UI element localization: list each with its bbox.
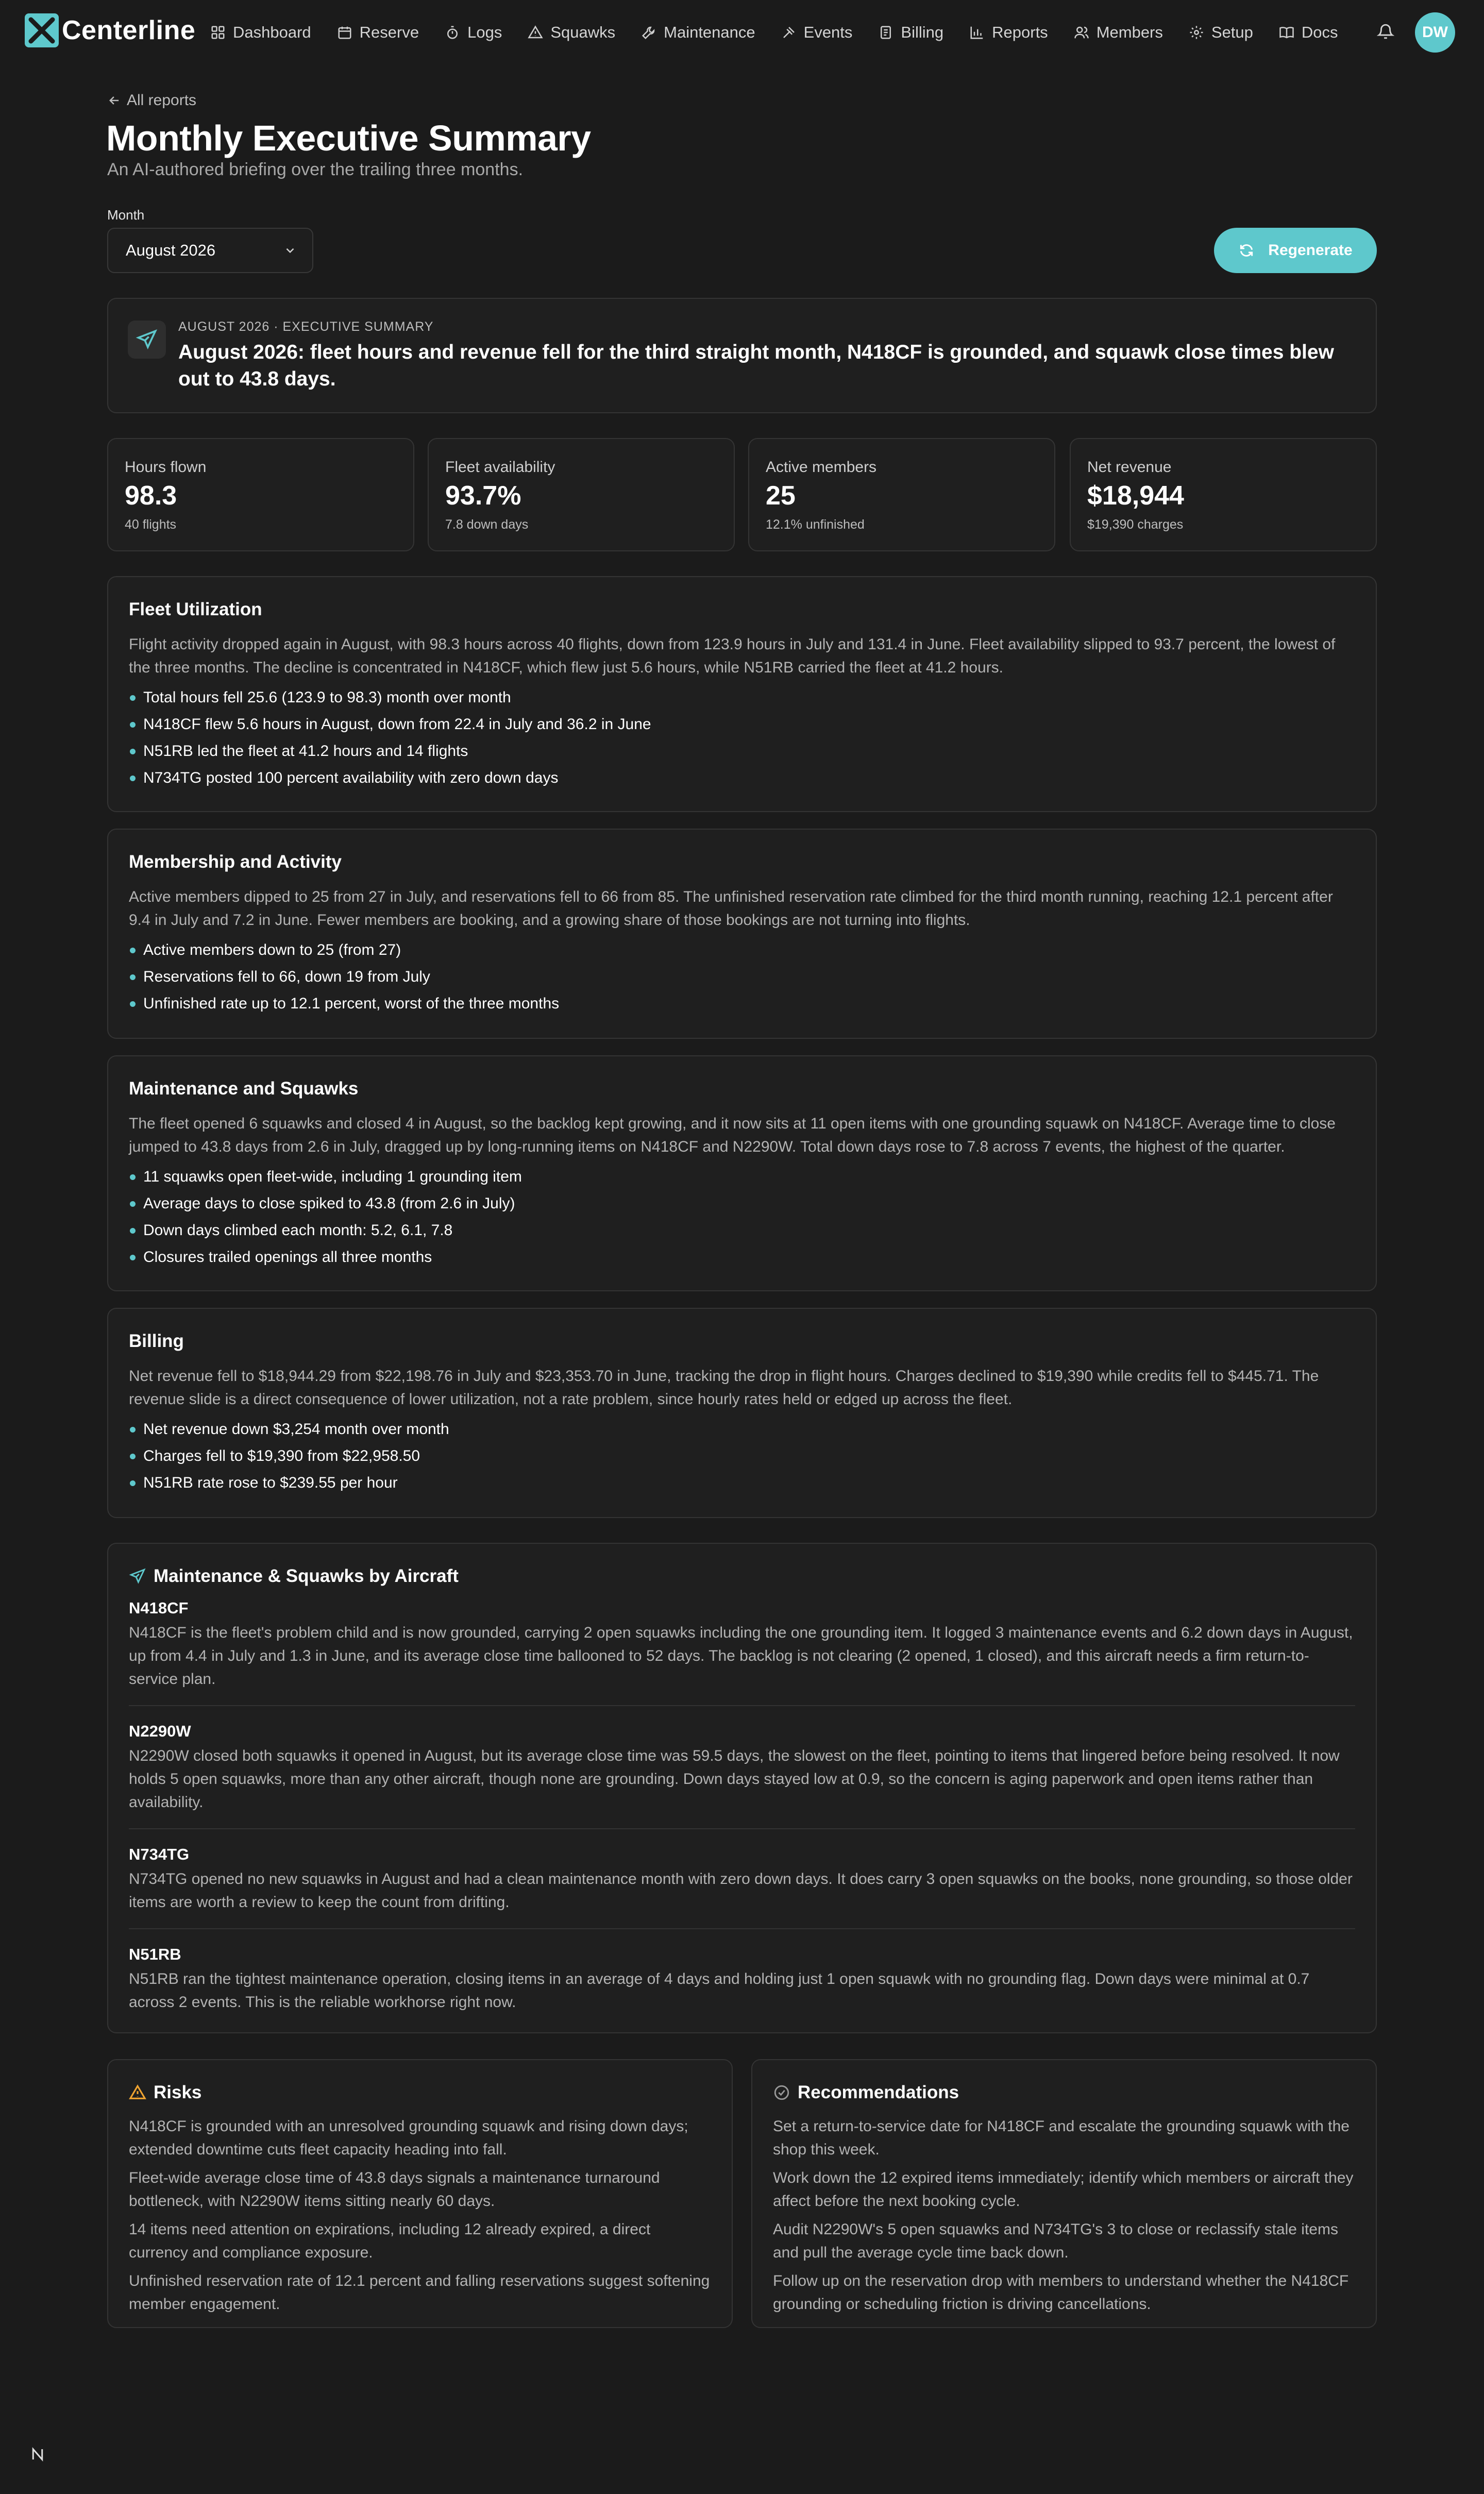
refresh-icon: [1238, 242, 1255, 259]
risks-title: [129, 2081, 711, 2104]
nav-item-setup[interactable]: [1189, 23, 1253, 42]
nav-item-label: Billing: [901, 23, 944, 41]
nav-item-logs[interactable]: [445, 23, 502, 42]
kpi-card-active-members: [748, 438, 1055, 551]
section-fleet-utilization: [107, 576, 1377, 812]
section-bullets: [129, 684, 1355, 791]
bullet-item: Net revenue down $3,254 month over month: [129, 1416, 1355, 1443]
kpi-label: Active members: [766, 459, 877, 476]
kpi-value: $18,944: [1087, 481, 1184, 511]
aircraft-tail-number: N2290W: [129, 1722, 191, 1740]
month-label: Month: [107, 207, 145, 223]
kpi-sub: 7.8 down days: [445, 517, 529, 532]
section-title: Maintenance and Squawks: [129, 1079, 359, 1099]
section-aircraft-breakdown: [107, 1543, 1377, 2033]
section-bullets: [129, 937, 1355, 1017]
recommendation-item: Audit N2290W's 5 open squawks and N734TG's 3 to close or reclassify stale items and pull the average cycle time back down.: [773, 2221, 1338, 2261]
nav-item-label: Setup: [1211, 23, 1253, 41]
nav-item-members[interactable]: [1074, 23, 1163, 42]
section-body: Flight activity dropped again in August, with 98.3 hours across 40 flights, down from 123.9 hours in July and 131.4 in June. Fleet availability slipped to 93.7 percent, the lowest of the three months. The decline is concentrated in N418CF, which flew just 5.6 hours, while N51RB carried the fleet at 41.2 hours.: [129, 636, 1336, 676]
nav-item-dashboard[interactable]: [210, 23, 311, 42]
aircraft-description: N734TG opened no new squawks in August and had a clean maintenance month with zero down days. It does carry 3 open squawks on the books, none grounding, so those older items are worth a review to keep the count from drifting.: [129, 1870, 1353, 1911]
aircraft-section-title: [129, 1564, 1355, 1588]
app-name: Centerline: [62, 15, 196, 45]
recommendations-title-text: Recommendations: [798, 2082, 959, 2102]
bullet-item: 11 squawks open fleet-wide, including 1 grounding item: [129, 1164, 1355, 1190]
bullet-item: Down days climbed each month: 5.2, 6.1, 7.8: [129, 1217, 1355, 1244]
page-title: Monthly Executive Summary: [106, 118, 591, 158]
aircraft-tail-number: N51RB: [129, 1945, 181, 1963]
bullet-item: N418CF flew 5.6 hours in August, down from 22.4 in July and 36.2 in June: [129, 711, 1355, 738]
section-body: The fleet opened 6 squawks and closed 4 in August, so the backlog kept growing, and it now sits at 11 open items with one grounding squawk on N418CF. Average time to close jumped to 43.8 days from 2.6 in July, dragged up by long-running items on N418CF and N2290W. Total down days rose to 7.8 across 7 events, the highest of the quarter.: [129, 1115, 1336, 1155]
bullet-item: Closures trailed openings all three months: [129, 1244, 1355, 1271]
recommendation-item: Work down the 12 expired items immediately; identify which members or aircraft they affect before the next booking cycle.: [773, 2169, 1354, 2210]
aircraft-description: N418CF is the fleet's problem child and is now grounded, carrying 2 open squawks including the one grounding item. It logged 3 maintenance events and 6.2 down days in August, up from 4.4 in July and 1.3 in June, and its average close time ballooned to 52 days. The backlog is not clearing (2 opened, 1 closed), and this aircraft needs a firm return-to-service plan.: [129, 1624, 1353, 1688]
nav-item-reports[interactable]: [969, 23, 1048, 42]
month-select-value: August 2026: [126, 241, 216, 259]
centerline-logo-icon: [24, 12, 60, 48]
kpi-sub: 40 flights: [125, 517, 177, 532]
risk-item: N418CF is grounded with an unresolved grounding squawk and rising down days; extended downtime cuts fleet capacity heading into fall.: [129, 2118, 688, 2158]
wrench-icon: [641, 25, 656, 40]
section-bullets: [129, 1416, 1355, 1496]
kpi-label: Fleet availability: [445, 459, 555, 476]
aircraft-item-n418cf: [129, 1597, 1355, 1706]
section-title: Membership and Activity: [129, 852, 342, 872]
kpi-value: 25: [766, 481, 796, 511]
section-billing: [107, 1308, 1377, 1518]
nav-item-reserve[interactable]: [337, 23, 419, 42]
aircraft-description: N2290W closed both squawks it opened in August, but its average close time was 59.5 days, the slowest on the fleet, pointing to items that lingered before being resolved. It now holds 5 open squawks, more than any other aircraft, though none are grounding. Down days stayed low at 0.9, so the concern is aging paperwork and open items rather than availability.: [129, 1747, 1340, 1811]
chevron-down-icon: [283, 244, 297, 257]
risk-item: Unfinished reservation rate of 12.1 percent and falling reservations suggest softening member engagement.: [129, 2272, 710, 2313]
recommendations-card: [751, 2059, 1377, 2328]
aircraft-description: N51RB ran the tightest maintenance operation, closing items in an average of 4 days and holding just 1 open squawk with no grounding flag. Down days were minimal at 0.7 across 2 events. This is the reliable workhorse right now.: [129, 1970, 1310, 2011]
nav-item-label: Dashboard: [233, 23, 311, 41]
bullet-item: Active members down to 25 (from 27): [129, 937, 1355, 964]
stopwatch-icon: [445, 25, 460, 40]
bullet-item: Average days to close spiked to 43.8 (from 2.6 in July): [129, 1190, 1355, 1217]
nav-item-label: Reports: [992, 23, 1048, 41]
kpi-sub: 12.1% unfinished: [766, 517, 865, 532]
kpi-card-net-revenue: [1070, 438, 1377, 551]
kpi-label: Hours flown: [125, 459, 207, 476]
bullet-item: Reservations fell to 66, down 19 from July: [129, 964, 1355, 990]
bullet-item: N51RB led the fleet at 41.2 hours and 14 flights: [129, 738, 1355, 765]
top-navigation: [0, 0, 1484, 65]
user-avatar[interactable]: DW: [1415, 12, 1455, 53]
bar-chart-icon: [969, 25, 985, 40]
bullet-item: Total hours fell 25.6 (123.9 to 98.3) month over month: [129, 684, 1355, 711]
users-icon: [1074, 25, 1089, 40]
plane-icon: [136, 328, 158, 351]
section-maintenance-squawks: [107, 1055, 1377, 1291]
bullet-item: N51RB rate rose to $239.55 per hour: [129, 1470, 1355, 1496]
regenerate-button-label: Regenerate: [1268, 242, 1353, 259]
summary-eyebrow: AUGUST 2026 · EXECUTIVE SUMMARY: [178, 319, 434, 334]
receipt-icon: [878, 25, 893, 40]
bullet-item: N734TG posted 100 percent availability with zero down days: [129, 765, 1355, 791]
nav-item-maintenance[interactable]: [641, 23, 755, 42]
kpi-value: 93.7%: [445, 481, 521, 511]
nav-item-label: Events: [803, 23, 853, 41]
regenerate-button[interactable]: [1214, 228, 1377, 273]
section-membership-activity: [107, 829, 1377, 1039]
bullet-item: Charges fell to $19,390 from $22,958.50: [129, 1443, 1355, 1470]
back-to-reports-link[interactable]: [107, 92, 196, 109]
kpi-sub: $19,390 charges: [1087, 517, 1184, 532]
framework-badge-icon[interactable]: [30, 2447, 45, 2462]
page-subtitle: An AI-authored briefing over the trailing three months.: [107, 160, 524, 179]
calendar-icon: [337, 25, 352, 40]
megaphone-icon: [781, 25, 797, 40]
kpi-label: Net revenue: [1087, 459, 1172, 476]
recommendation-item: Follow up on the reservation drop with members to understand whether the N418CF grounding or scheduling friction is driving cancellations.: [773, 2272, 1349, 2313]
app-logo[interactable]: [24, 12, 195, 48]
risk-item: 14 items need attention on expirations, including 12 already expired, a direct currency and compliance exposure.: [129, 2221, 651, 2261]
risk-item: Fleet-wide average close time of 43.8 days signals a maintenance turnaround bottleneck, with N2290W items sitting nearly 60 days.: [129, 2169, 660, 2210]
warning-triangle-icon: [528, 25, 543, 40]
back-link-label: All reports: [127, 92, 197, 109]
arrow-left-icon: [107, 93, 122, 108]
aircraft-item-n51rb: [129, 1944, 1355, 2028]
kpi-value: 98.3: [125, 481, 177, 511]
risks-card: [107, 2059, 733, 2328]
nav-item-label: Members: [1096, 23, 1163, 41]
section-bullets: [129, 1164, 1355, 1271]
aircraft-section-title-text: Maintenance & Squawks by Aircraft: [154, 1566, 459, 1586]
nav-item-label: Reserve: [359, 23, 419, 41]
nav-item-label: Logs: [467, 23, 502, 41]
nav-item-label: Docs: [1301, 23, 1338, 41]
plane-icon: [129, 1568, 146, 1585]
warning-triangle-icon: [129, 2084, 146, 2101]
check-circle-icon: [773, 2084, 790, 2101]
recommendation-item: Set a return-to-service date for N418CF and escalate the grounding squawk with the shop this week.: [773, 2118, 1350, 2158]
section-title: Billing: [129, 1331, 184, 1351]
kpi-card-fleet-availability: [428, 438, 735, 551]
summary-icon-tile: [128, 321, 166, 359]
nav-item-label: Maintenance: [664, 23, 755, 41]
bullet-item: Unfinished rate up to 12.1 percent, worst of the three months: [129, 990, 1355, 1017]
gear-icon: [1189, 25, 1204, 40]
section-body: Net revenue fell to $18,944.29 from $22,198.76 in July and $23,353.70 in June, tracking the drop in flight hours. Charges declined to $19,390 while credits fell to $445.71. The revenue slide is a direct consequence of lower utilization, not a rate problem, since hourly rates held or edged up across the fleet.: [129, 1368, 1319, 1408]
grid-icon: [210, 25, 226, 40]
aircraft-tail-number: N734TG: [129, 1845, 190, 1863]
nav-items: [210, 20, 1364, 45]
book-icon: [1279, 25, 1294, 40]
nav-item-billing[interactable]: [878, 23, 943, 42]
executive-summary-card: [107, 298, 1377, 413]
section-body: Active members dipped to 25 from 27 in July, and reservations fell to 66 from 85. The unfinished reservation rate climbed for the third month running, reaching 12.1 percent after 9.4 in July and 7.2 in June. Fewer members are booking, and a growing share of those bookings are not turning into flights.: [129, 888, 1333, 929]
nav-item-docs[interactable]: [1279, 23, 1338, 42]
nav-item-label: Squawks: [550, 23, 616, 41]
recommendations-title: [773, 2081, 1355, 2104]
summary-headline: August 2026: fleet hours and revenue fell for the third straight month, N418CF is grounded, and squawk close times blew out to 43.8 days.: [178, 341, 1334, 390]
nav-item-squawks[interactable]: [528, 23, 615, 42]
section-title: Fleet Utilization: [129, 599, 262, 619]
aircraft-item-n2290w: [129, 1721, 1355, 1829]
aircraft-tail-number: N418CF: [129, 1599, 189, 1617]
month-select[interactable]: [107, 228, 313, 273]
kpi-card-hours-flown: [107, 438, 414, 551]
nav-item-events[interactable]: [781, 23, 853, 42]
bell-icon[interactable]: [1377, 22, 1394, 41]
aircraft-item-n734tg: [129, 1844, 1355, 1929]
risks-title-text: Risks: [154, 2082, 202, 2102]
